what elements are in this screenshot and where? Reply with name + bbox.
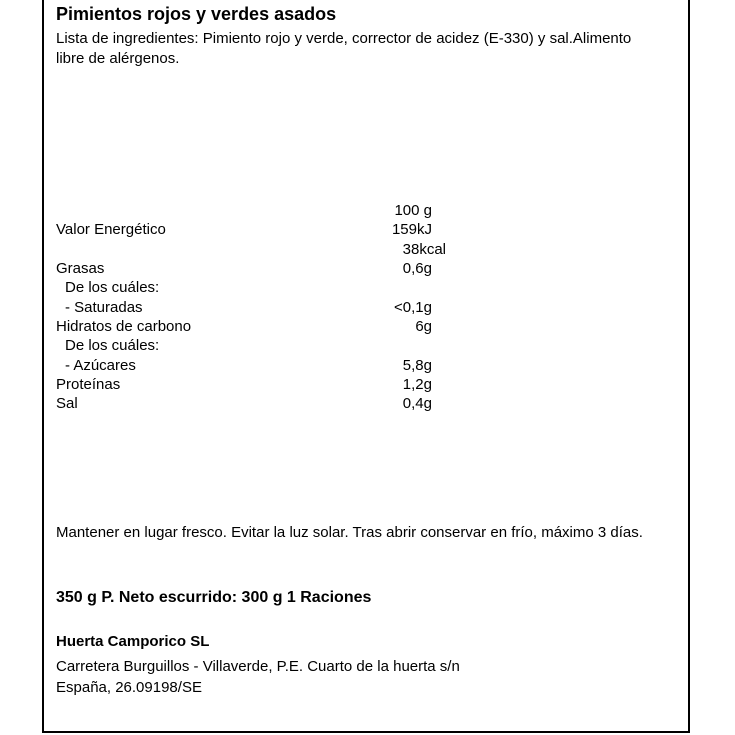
nutrition-row-value: <0,1g: [394, 299, 432, 316]
product-label: [42, 0, 690, 733]
company-name: Huerta Camporico SL: [56, 633, 210, 650]
nutrition-row-label: De los cuáles:: [65, 337, 160, 354]
storage-instructions: Mantener en lugar fresco. Evitar la luz solar. Tras abrir conservar en frío, máximo 3 días.: [56, 524, 643, 541]
nutrition-row-label: - Azúcares: [65, 357, 136, 374]
nutrition-row-value: 0,6g: [402, 260, 432, 277]
company-address: Carretera Burguillos - Villaverde, P.E. Cuarto de la huerta s/n: [56, 658, 460, 675]
nutrition-row-label: Grasas: [56, 260, 105, 277]
company-registry: España, 26.09198/SE: [56, 679, 202, 696]
nutrition-row-label: Valor Energético: [56, 221, 166, 238]
nutrition-row-label: Hidratos de carbono: [56, 318, 192, 335]
nutrition-row-value: 159kJ: [391, 221, 432, 238]
nutrition-row-label: Proteínas: [56, 376, 121, 393]
nutrition-row-label: De los cuáles:: [65, 279, 160, 296]
nutrition-row-label: - Saturadas: [65, 299, 143, 316]
nutrition-row-value: 0,4g: [402, 395, 432, 412]
net-weight: 350 g P. Neto escurrido: 300 g 1 Raciones: [56, 589, 372, 606]
nutrition-row-value: 5,8g: [402, 357, 432, 374]
ingredients-list: Lista de ingredientes: Pimiento rojo y verde, corrector de acidez (E-330) y sal.Alimento libre de alérgenos.: [56, 30, 632, 67]
nutrition-row-value: 1,2g: [402, 376, 432, 393]
nutrition-row-value: 6g: [415, 318, 432, 335]
nutrition-row-value: 38kcal: [402, 241, 446, 258]
product-title: Pimientos rojos y verdes asados: [56, 4, 337, 24]
nutrition-row-label: Sal: [56, 395, 78, 412]
nutrition-column-header: 100 g: [394, 202, 432, 219]
